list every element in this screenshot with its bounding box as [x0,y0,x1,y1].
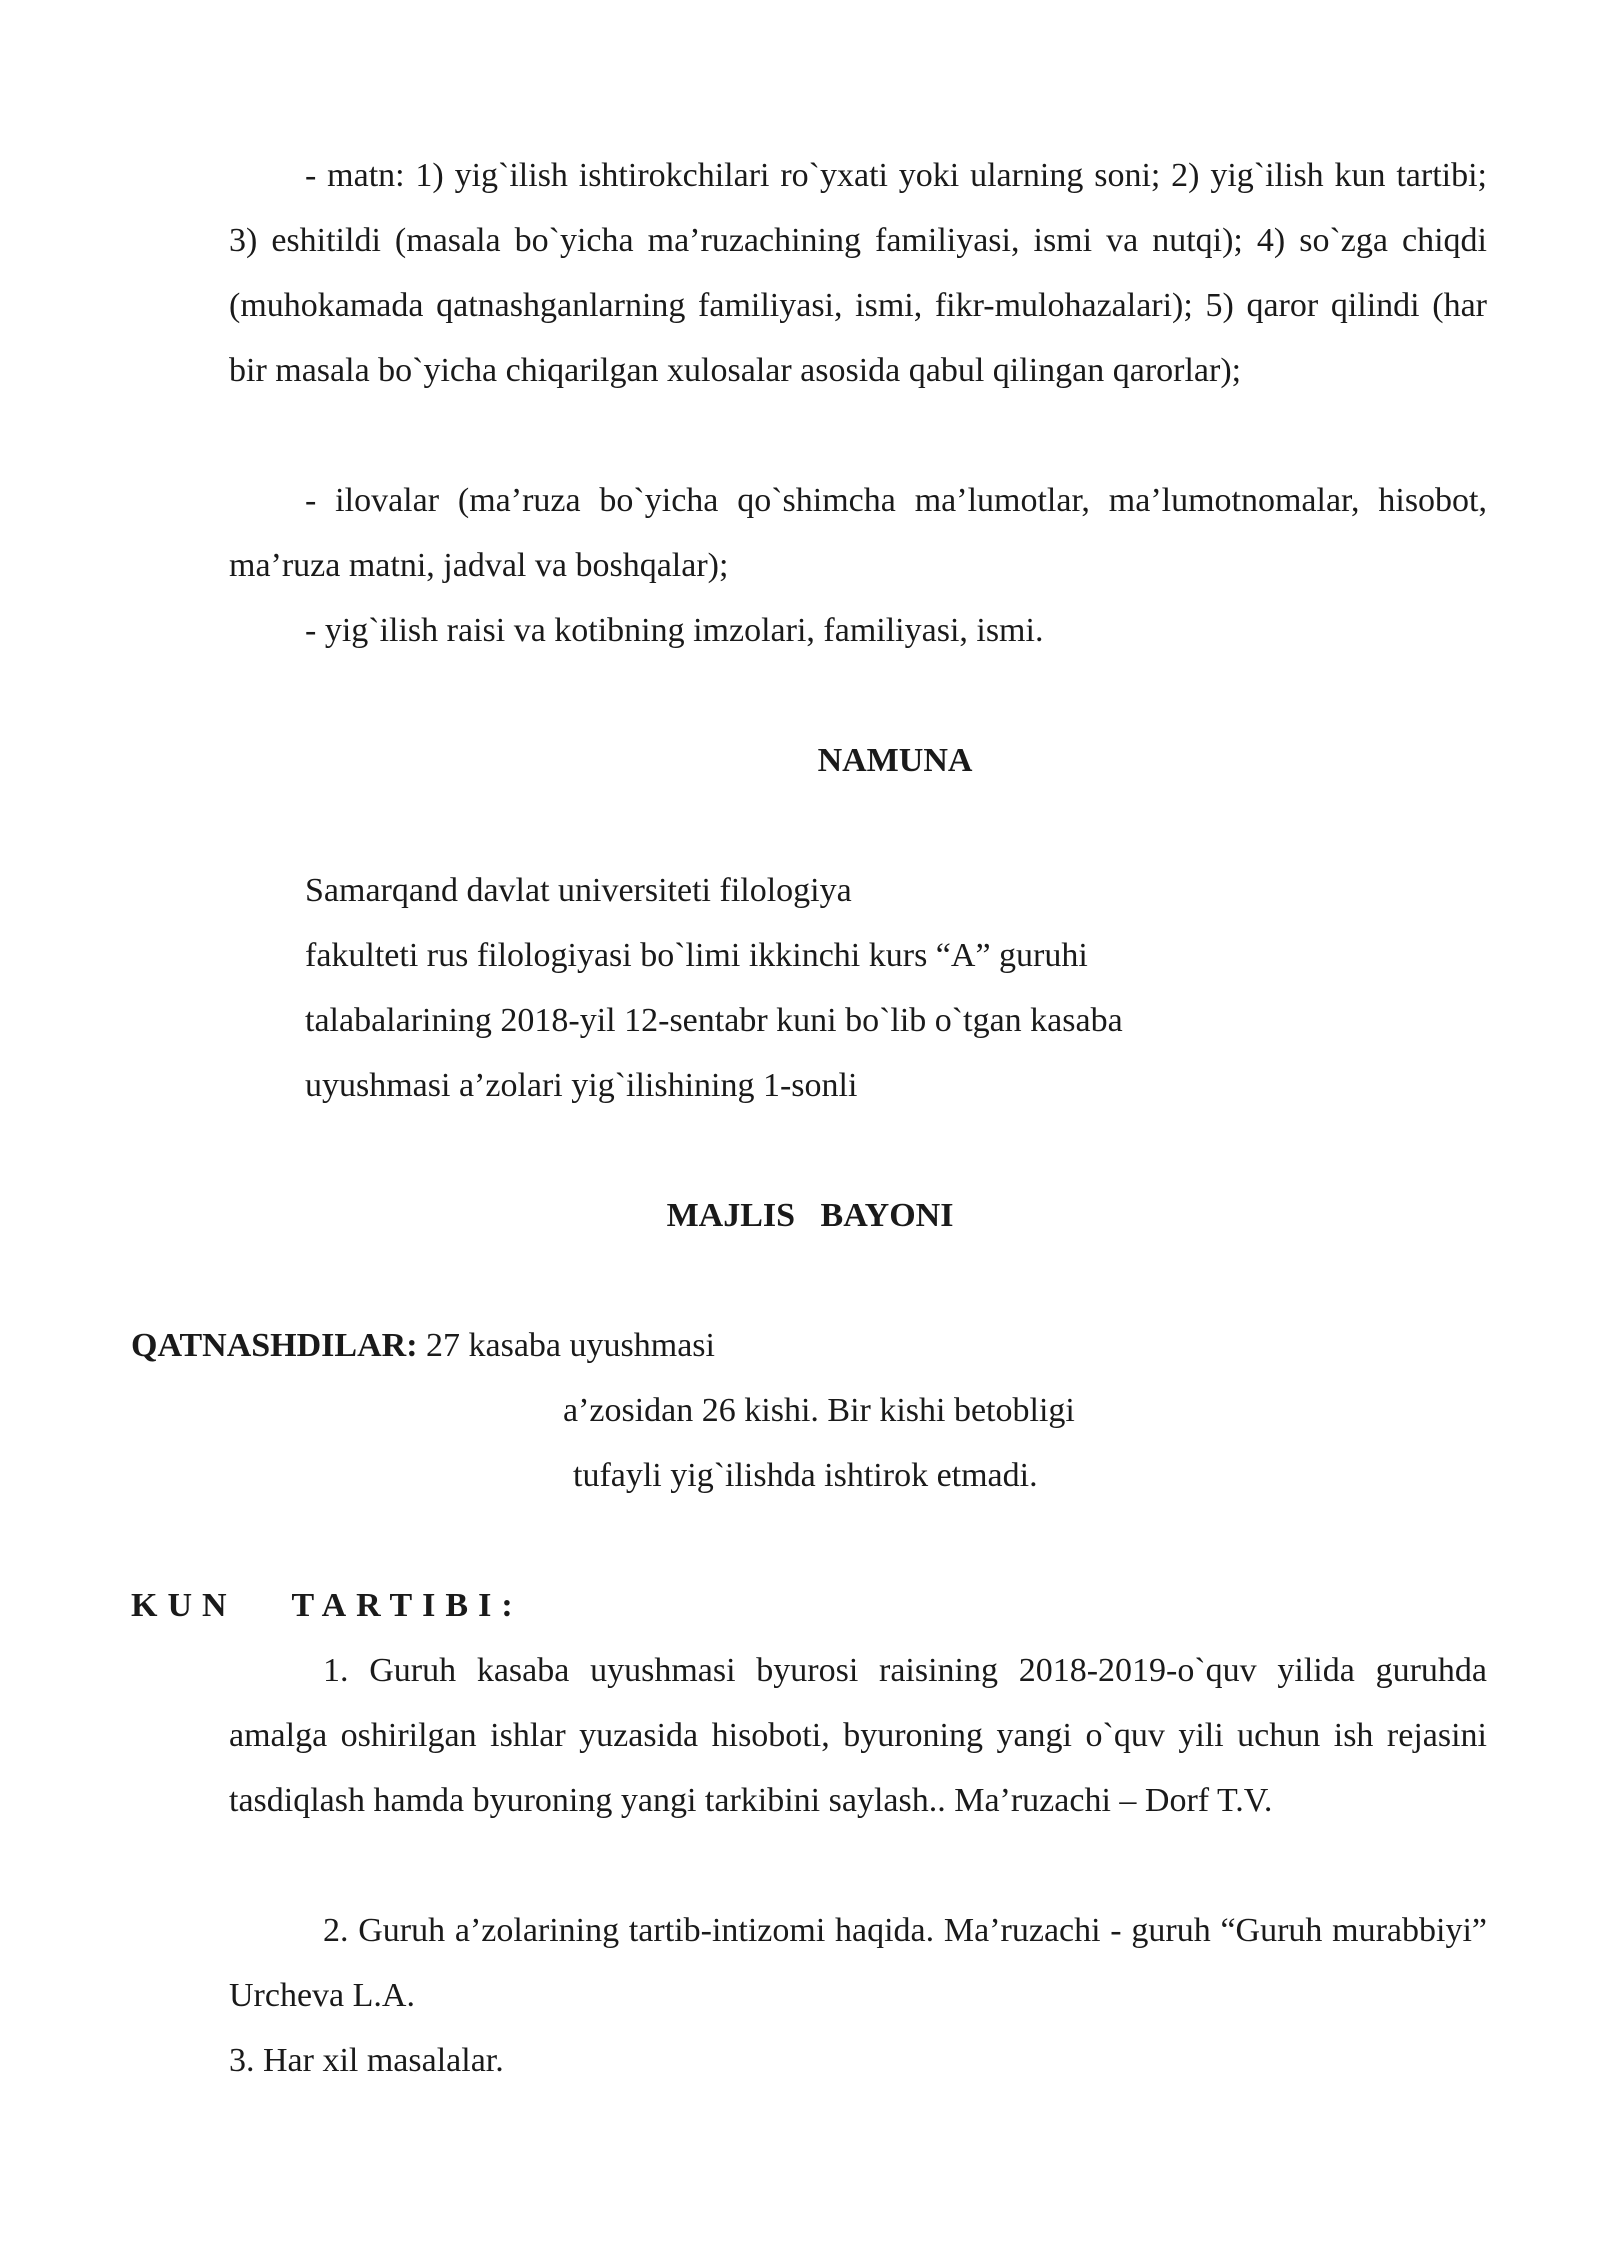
paragraph-ilovalar: - ilovalar (ma’ruza bo`yicha qo`shimcha ma’lumotlar, ma’lumotnomalar, hisobot, ma’ruza matni, jadval va boshqalar); [229,482,1487,584]
paragraph-matn: - matn: 1) yig`ilish ishtirokchilari ro`yxati yoki ularning soni; 2) yig`ilish kun tartibi; 3) eshitildi (masala bo`yicha ma’ruzachining familiyasi, ismi va nutqi); 4) so`zga chiqdi (muhokamada qatnashganlarning familiyasi, ismi, fikr-mulohazalari); 5) qaror qilindi (har bir masala bo`yicha chiqarilgan xulosalar asosida qabul qilingan qarorlar); [229,157,1487,389]
header-line: fakulteti rus filologiyasi bo`limi ikkinchi kurs “A” guruhi [305,937,1088,974]
participants-label: QATNASHDILAR: [131,1327,418,1364]
participants-text: 27 kasaba uyushmasi [426,1327,715,1364]
participants-line: a’zosidan 26 kishi. Bir kishi betobligi [563,1392,1075,1429]
participants-line: tufayli yig`ilishda ishtirok etmadi. [573,1457,1038,1494]
agenda-item: 3. Har xil masalalar. [229,2042,504,2079]
agenda-label: KUN TARTIBI: [131,1587,523,1624]
agenda-item: 1. Guruh kasaba uyushmasi byurosi raisining 2018-2019-o`quv yilida guruhda amalga oshirilgan ishlar yuzasida hisoboti, byuroning yangi o`quv yili uchun ish rejasini tasdiqlash hamda byuroning yangi tarkibini saylash.. Ma’ruzachi – Dorf T.V. [229,1652,1487,1819]
agenda-item: 2. Guruh a’zolarining tartib-intizomi haqida. Ma’ruzachi - guruh “Guruh murabbiyi” Urcheva L.A. [229,1912,1487,2014]
paragraph-imzolar: - yig`ilish raisi va kotibning imzolari, familiyasi, ismi. [305,612,1044,649]
participants-line [131,1313,1431,1378]
majlis-bayoni-title: MAJLIS BAYONI [666,1197,954,1234]
header-line: uyushmasi a’zolari yig`ilishining 1-sonli [305,1067,858,1104]
header-line: talabalarining 2018-yil 12-sentabr kuni bo`lib o`tgan kasaba [305,1002,1123,1039]
namuna-title: NAMUNA [817,742,973,779]
header-line: Samarqand davlat universiteti filologiya [305,872,852,909]
protocol-header [305,858,1405,1118]
